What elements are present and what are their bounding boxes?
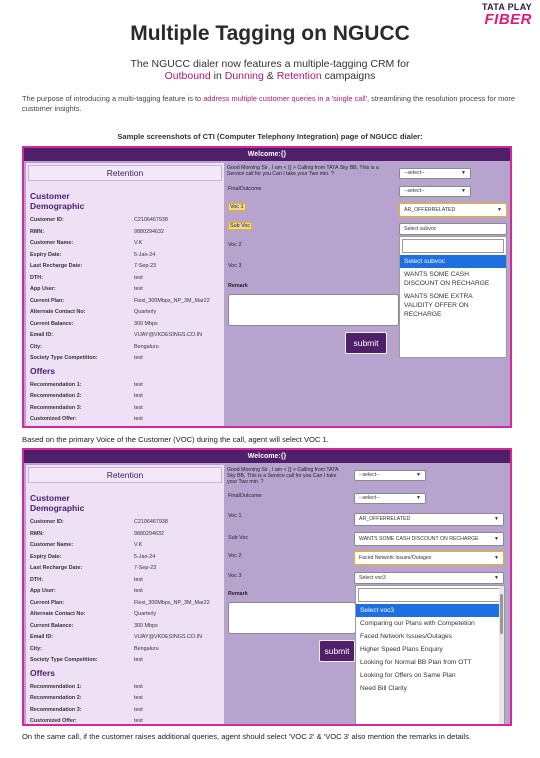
field-value: test — [134, 588, 143, 594]
voc1-value: AR_OFFERRELATED — [359, 516, 411, 522]
voc3-select[interactable] — [354, 572, 504, 584]
offers-heading: Offers — [30, 365, 56, 376]
sub-voc-select[interactable] — [399, 223, 507, 235]
remark-textarea[interactable] — [228, 294, 399, 326]
greeting-select-value: --select-- — [404, 170, 425, 176]
sub-voc-option[interactable]: WANTS SOME CASH DISCOUNT ON RECHARGE — [404, 271, 490, 287]
field-label: App User: — [30, 588, 56, 594]
field-label: DTH: — [30, 576, 43, 583]
field-label: Customized Offer: — [30, 416, 77, 422]
customer-demographic-heading-line-1: Customer — [30, 493, 70, 503]
remark-label: Remark — [228, 283, 248, 289]
chevron-down-icon: ▼ — [416, 495, 421, 501]
voc2-value: Faced Network Issues/Outages — [359, 555, 432, 561]
field-value: Quarterly — [134, 611, 157, 617]
sub-voc-value: Select subvoc — [404, 226, 437, 232]
offer-fields — [26, 379, 224, 425]
sub-voc-value: WANTS SOME CASH DISCOUNT ON RECHARGE — [359, 536, 479, 542]
call-greeting: Good Morning Sir , I am < {} > Calling from TATA Sky BB, This is a Service call for you Can I take your Two min. ? — [227, 467, 339, 486]
field-label: Society Type Competition: — [30, 657, 98, 663]
field-value: test — [134, 393, 143, 399]
field-value: Flexi_300Mbps_NP_3M_Mar22 — [134, 599, 210, 606]
customer-panel — [26, 163, 224, 426]
field-row — [26, 379, 224, 391]
dropdown-search-input[interactable] — [358, 588, 502, 602]
field-row — [26, 318, 224, 330]
field-row — [26, 643, 224, 655]
voc3-option[interactable]: Looking for Offers on Same Plan — [360, 672, 456, 679]
field-row — [26, 214, 224, 226]
chevron-down-icon: ▼ — [494, 555, 499, 561]
field-label: RMN: — [30, 228, 45, 235]
voc3-dropdown[interactable] — [355, 585, 505, 726]
field-row — [26, 585, 224, 597]
voc2-label: Voc 2 — [228, 553, 242, 559]
sub-voc-option[interactable]: Select subvoc — [400, 255, 506, 268]
field-row — [26, 413, 224, 425]
field-label: App User: — [30, 286, 56, 292]
field-row — [26, 620, 224, 632]
field-value: 5-Jan-24 — [134, 251, 156, 258]
retention-text: Retention — [276, 70, 322, 82]
call-greeting: Good Morning Sir , I am < {} > Calling from TATA Sky BB, This is a Service call for you Can I take your Two min. ? — [227, 165, 379, 178]
greeting-select[interactable] — [399, 168, 471, 179]
field-value: VIJAY@VKDESINGS.CO.IN — [134, 634, 202, 640]
field-label: Customer ID: — [30, 217, 64, 223]
field-row — [26, 341, 224, 353]
field-value: test — [134, 355, 143, 361]
voc1-label: Voc 1 — [228, 513, 242, 519]
field-label: Recommendation 1: — [30, 683, 82, 690]
field-row — [26, 654, 224, 666]
field-value: V.K — [134, 542, 143, 548]
final-outcome-value: --select-- — [404, 188, 425, 194]
field-label: Current Plan: — [30, 599, 65, 606]
field-value: 7-Sep-23 — [134, 565, 157, 571]
voc3-label: Voc 3 — [228, 573, 242, 579]
field-label: Expiry Date: — [30, 251, 62, 258]
field-label: Customized Offer: — [30, 718, 77, 724]
field-row — [26, 352, 224, 364]
subtitle-line-1: The NGUCC dialer now features a multiple-tagging CRM for — [130, 58, 410, 70]
chevron-down-icon: ▼ — [494, 575, 499, 581]
voc3-value: Select voc3 — [359, 575, 386, 581]
field-value: Flexi_300Mbps_NP_3M_Mar22 — [134, 297, 210, 304]
field-value: V.K — [134, 240, 143, 246]
field-row — [26, 704, 224, 716]
field-value: 300 Mbps — [134, 320, 158, 327]
voc2-select[interactable] — [354, 551, 504, 565]
field-row — [26, 631, 224, 643]
voc3-option[interactable]: Select voc3 — [356, 604, 504, 617]
tab-retention[interactable]: Retention — [28, 165, 222, 181]
field-value: test — [134, 576, 143, 583]
chevron-down-icon: ▼ — [494, 536, 499, 542]
field-row — [26, 681, 224, 693]
field-value: test — [134, 657, 143, 663]
outbound-text: Outbound — [164, 70, 211, 82]
field-row — [26, 283, 224, 295]
field-label: DTH: — [30, 274, 43, 281]
field-value: 9880294632 — [134, 228, 164, 235]
customer-fields — [26, 214, 224, 364]
dunning-text: Dunning — [224, 70, 264, 82]
field-value: test — [134, 416, 143, 422]
field-row — [26, 562, 224, 574]
scrollbar-thumb[interactable] — [500, 594, 503, 634]
field-value: C2106467938 — [134, 519, 168, 525]
call-panel — [227, 163, 506, 426]
field-row — [26, 692, 224, 704]
field-value: C2106467938 — [134, 217, 168, 223]
field-label: RMN: — [30, 530, 45, 537]
chevron-down-icon: ▼ — [461, 170, 466, 176]
field-value: test — [134, 683, 143, 690]
field-value: Bengaluru — [134, 645, 159, 652]
field-row — [26, 402, 224, 414]
remark-label: Remark — [228, 591, 248, 597]
chevron-down-icon: ▼ — [416, 472, 421, 478]
field-value: 5-Jan-24 — [134, 553, 156, 560]
field-row — [26, 715, 224, 726]
screenshots-caption: Sample screenshots of CTI (Computer Telephony Integration) page of NGUCC dialer: — [117, 132, 423, 141]
field-label: Expiry Date: — [30, 553, 62, 560]
sub-voc-label: Sub Voc — [230, 223, 251, 229]
welcome-bar: Welcome:{} — [24, 450, 510, 463]
field-value: 300 Mbps — [134, 622, 158, 629]
customer-demographic-heading-line-2: Demographic — [30, 503, 85, 513]
voc1-value: AR_OFFERRELATED — [404, 207, 456, 213]
field-label: Recommendation 1: — [30, 381, 82, 388]
offers-heading: Offers — [30, 667, 56, 678]
purpose-highlight: address multiple customer queries in a 'single call' — [203, 94, 368, 103]
field-label: Customer Name: — [30, 542, 74, 548]
dropdown-search-input[interactable] — [402, 239, 504, 253]
field-row — [26, 574, 224, 586]
sub-voc-label: Sub Voc — [228, 535, 249, 541]
field-label: City: — [30, 343, 42, 350]
voc1-select[interactable] — [354, 513, 504, 526]
field-label: Last Recharge Date: — [30, 263, 83, 269]
field-row — [26, 237, 224, 249]
field-row — [26, 295, 224, 307]
field-label: Society Type Competition: — [30, 355, 98, 361]
final-outcome-select[interactable] — [399, 186, 471, 197]
field-label: Customer Name: — [30, 240, 74, 246]
voc3-label: Voc 3 — [228, 263, 242, 269]
final-outcome-value: --select-- — [359, 495, 380, 501]
customer-demographic-heading-line-1: Customer — [30, 191, 70, 201]
field-label: Recommendation 3: — [30, 706, 82, 713]
submit-button[interactable]: submit — [345, 332, 387, 354]
field-value: 9880294632 — [134, 530, 164, 537]
field-label: Alternate Contact No: — [30, 611, 86, 617]
field-row — [26, 516, 224, 528]
voc3-option[interactable]: Need Bill Clarity — [360, 685, 407, 692]
field-row — [26, 608, 224, 620]
customer-fields — [26, 516, 224, 666]
voc3-option[interactable]: Faced Network Issues/Outages — [360, 633, 452, 640]
field-row — [26, 551, 224, 563]
subtitle-line-2 — [0, 70, 540, 82]
subtitle-in: in — [210, 70, 225, 82]
chevron-down-icon: ▼ — [461, 188, 466, 194]
field-value: VIJAY@VKDESINGS.CO.IN — [134, 332, 202, 338]
field-label: Customer ID: — [30, 519, 64, 525]
voc3-option[interactable]: Higher Speed Plans Enquiry — [360, 646, 443, 653]
voc3-option[interactable]: Looking for Normal BB Plan from OTT — [360, 659, 472, 666]
field-label: Recommendation 2: — [30, 393, 82, 399]
page-title: Multiple Tagging on NGUCC — [130, 22, 410, 45]
voc2-label: Voc 2 — [228, 242, 242, 248]
field-value: test — [134, 718, 143, 724]
logo-line-1: TATA PLAY — [481, 2, 532, 12]
field-value: test — [134, 286, 143, 292]
field-label: Last Recharge Date: — [30, 565, 83, 571]
chevron-down-icon: ▼ — [497, 207, 502, 213]
cti-screenshot-1 — [22, 146, 512, 428]
voc1-label: Voc 1 — [230, 204, 244, 210]
field-label: Email ID: — [30, 332, 54, 338]
field-label: Current Balance: — [30, 320, 74, 327]
field-label: Alternate Contact No: — [30, 309, 86, 315]
field-label: Recommendation 3: — [30, 404, 82, 411]
field-label: City: — [30, 645, 42, 652]
final-outcome-label: FinalOutcome — [228, 493, 262, 499]
field-value: test — [134, 706, 143, 713]
field-value: test — [134, 695, 143, 701]
call-panel — [227, 465, 506, 724]
purpose-start: The purpose of introducing a multi-tagging feature is to — [22, 94, 204, 103]
field-row — [26, 597, 224, 609]
field-row — [26, 329, 224, 341]
purpose-paragraph — [22, 94, 527, 113]
final-outcome-label: FinalOutcome — [228, 186, 262, 192]
voc3-option[interactable]: Comparing our Plans with Competetion — [360, 620, 475, 627]
submit-button[interactable]: submit — [319, 640, 355, 662]
field-row — [26, 306, 224, 318]
field-row — [26, 260, 224, 272]
field-row — [26, 249, 224, 261]
field-label: Current Plan: — [30, 297, 65, 304]
subtitle-end: campaigns — [321, 70, 376, 82]
field-row — [26, 226, 224, 238]
purpose-end: , streamlining the resolution process for more customer insights. — [22, 94, 515, 113]
field-label: Current Balance: — [30, 622, 74, 629]
subtitle-amp: & — [263, 70, 277, 82]
logo-line-2: FIBER — [484, 11, 532, 28]
field-value: Bengaluru — [134, 343, 159, 350]
sub-voc-select[interactable] — [354, 532, 504, 546]
note-voc1: Based on the primary Voice of the Customer (VOC) during the call, agent will select VOC 1. — [22, 435, 329, 444]
note-voc2-voc3: On the same call, if the customer raises additional queries, agent should select 'VOC 2' & 'VOC 3' also mention the remarks in details. — [22, 732, 471, 741]
offer-fields — [26, 681, 224, 727]
field-value: Quarterly — [134, 309, 157, 315]
field-row — [26, 528, 224, 540]
dropdown-scrollbar[interactable] — [499, 586, 504, 726]
field-label: Email ID: — [30, 634, 54, 640]
sub-voc-dropdown[interactable] — [399, 236, 507, 358]
field-value: test — [134, 404, 143, 411]
field-label: Recommendation 2: — [30, 695, 82, 701]
customer-demographic-heading-line-2: Demographic — [30, 201, 85, 211]
field-value: test — [134, 381, 143, 388]
voc3-options — [356, 604, 504, 695]
chevron-down-icon: ▼ — [494, 516, 499, 522]
remark-textarea[interactable] — [228, 602, 356, 634]
field-value: 7-Sep-23 — [134, 263, 157, 269]
customer-panel — [26, 465, 224, 724]
field-row — [26, 272, 224, 284]
sub-voc-option[interactable]: WANTS SOME EXTRA VALIDITY OFFER ON RECHARGE — [404, 293, 473, 318]
sub-voc-options — [400, 255, 506, 321]
field-row — [26, 390, 224, 402]
final-outcome-select[interactable] — [354, 493, 426, 504]
field-row — [26, 539, 224, 551]
voc1-select[interactable] — [399, 203, 507, 217]
cti-screenshot-2 — [22, 448, 512, 726]
greeting-select-value: --select-- — [359, 472, 380, 478]
greeting-select[interactable] — [354, 470, 426, 481]
tab-retention[interactable]: Retention — [28, 467, 222, 483]
welcome-bar: Welcome:{} — [24, 148, 510, 161]
field-value: test — [134, 274, 143, 281]
